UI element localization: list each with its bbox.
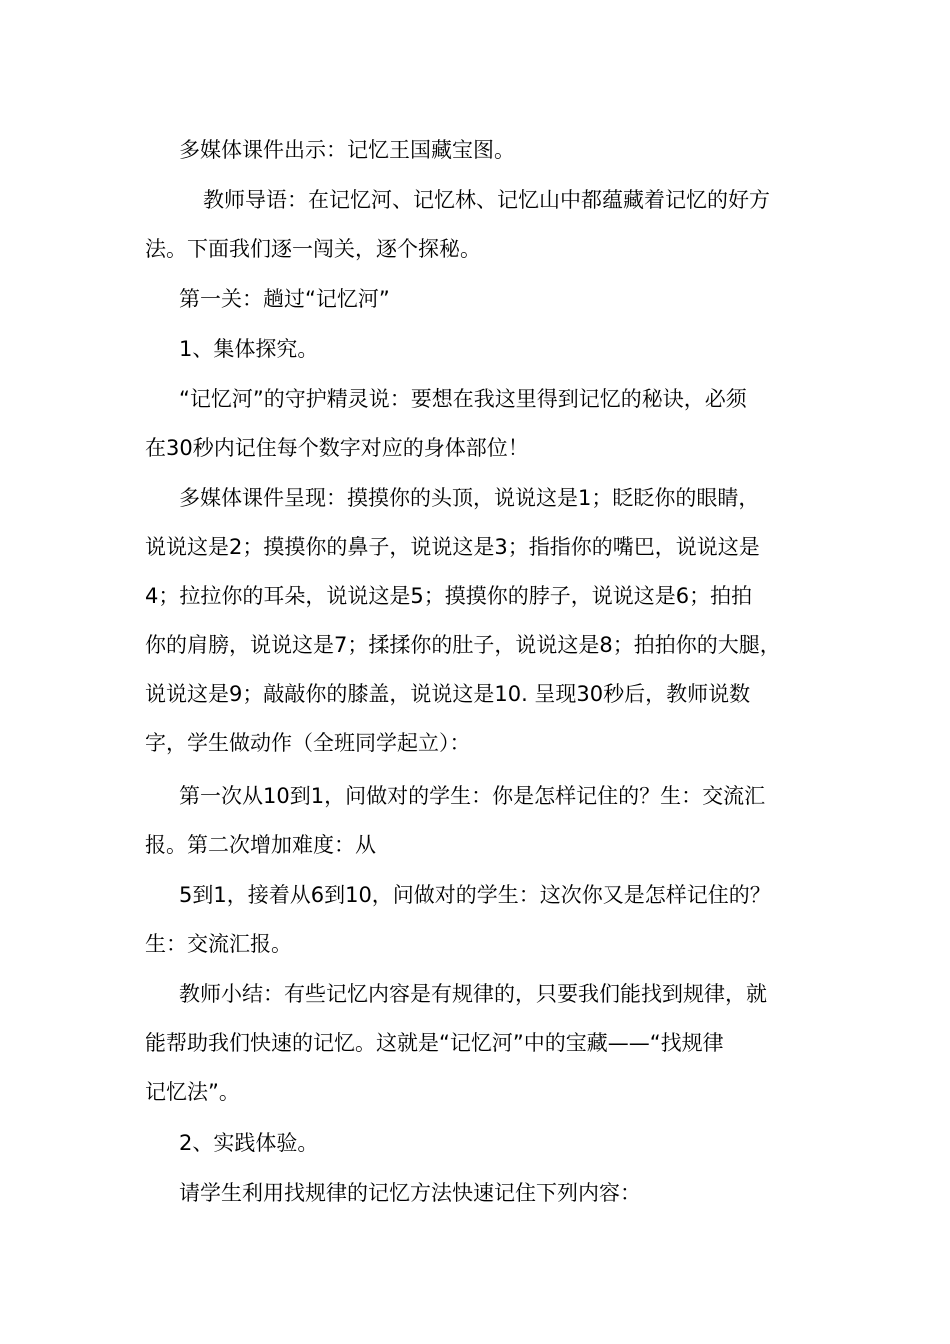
subheading-group-explore: [145, 325, 844, 374]
paragraph-practice-instruction: [145, 1169, 844, 1218]
paragraph-teacher-summary: [145, 970, 810, 1117]
text-line: 多媒体课件呈现：摸摸你的头顶，说说这是1；眨眨你的眼睛，: [179, 486, 760, 510]
text-line: 教师导语：在记忆河、记忆林、记忆山中都蕴藏着记忆的好方: [203, 188, 770, 212]
text-line: 你的肩膀，说说这是7；揉揉你的肚子，说说这是8；拍拍你的大腿，: [145, 633, 781, 657]
text-line: 1、集体探究。: [179, 337, 319, 361]
text-line: 能帮助我们快速的记忆。这就是“记忆河”中的宝藏——“找规律: [145, 1031, 724, 1055]
paragraph-teacher-intro: [145, 176, 810, 274]
text-line: 4；拉拉你的耳朵，说说这是5；摸摸你的脖子，说说这是6；拍拍: [145, 584, 753, 608]
paragraph-guardian-spirit: [145, 375, 810, 473]
text-line: 说说这是2；摸摸你的鼻子，说说这是3；指指你的嘴巴，说说这是: [145, 535, 760, 559]
text-line: 第一次从10到1，问做对的学生：你是怎样记住的？生：交流汇: [179, 784, 766, 808]
text-line: 在30秒内记住每个数字对应的身体部位！: [145, 436, 529, 460]
section-heading-level-one: [145, 275, 844, 324]
text-line: 报。第二次增加难度：从: [145, 833, 376, 857]
text-line: 字，学生做动作（全班同学起立）：: [145, 731, 471, 755]
text-line: 多媒体课件出示：记忆王国藏宝图。: [179, 138, 515, 162]
text-line: 记忆法”。: [145, 1080, 240, 1104]
text-line: 5到1，接着从6到10，问做对的学生：这次你又是怎样记住的？: [179, 883, 771, 907]
paragraph-second-round: [145, 871, 810, 969]
text-line: 生：交流汇报。: [145, 932, 292, 956]
paragraph-first-round: [145, 772, 810, 870]
text-line: 教师小结：有些记忆内容是有规律的，只要我们能找到规律，就: [179, 982, 767, 1006]
text-line: 说说这是9；敲敲你的膝盖，说说这是10. 呈现30秒后，教师说数: [145, 682, 751, 706]
text-line: “记忆河”的守护精灵说：要想在我这里得到记忆的秘诀，必须: [179, 387, 747, 411]
subheading-practice: [145, 1119, 844, 1168]
paragraph-multimedia-present: [145, 474, 810, 768]
text-line: 第一关：趟过“记忆河”: [179, 287, 390, 311]
text-line: 2、实践体验。: [179, 1131, 319, 1155]
text-line: 请学生利用找规律的记忆方法快速记住下列内容：: [179, 1181, 641, 1205]
paragraph-multimedia-display: [145, 126, 844, 175]
text-line: 法。下面我们逐一闯关，逐个探秘。: [145, 237, 481, 261]
